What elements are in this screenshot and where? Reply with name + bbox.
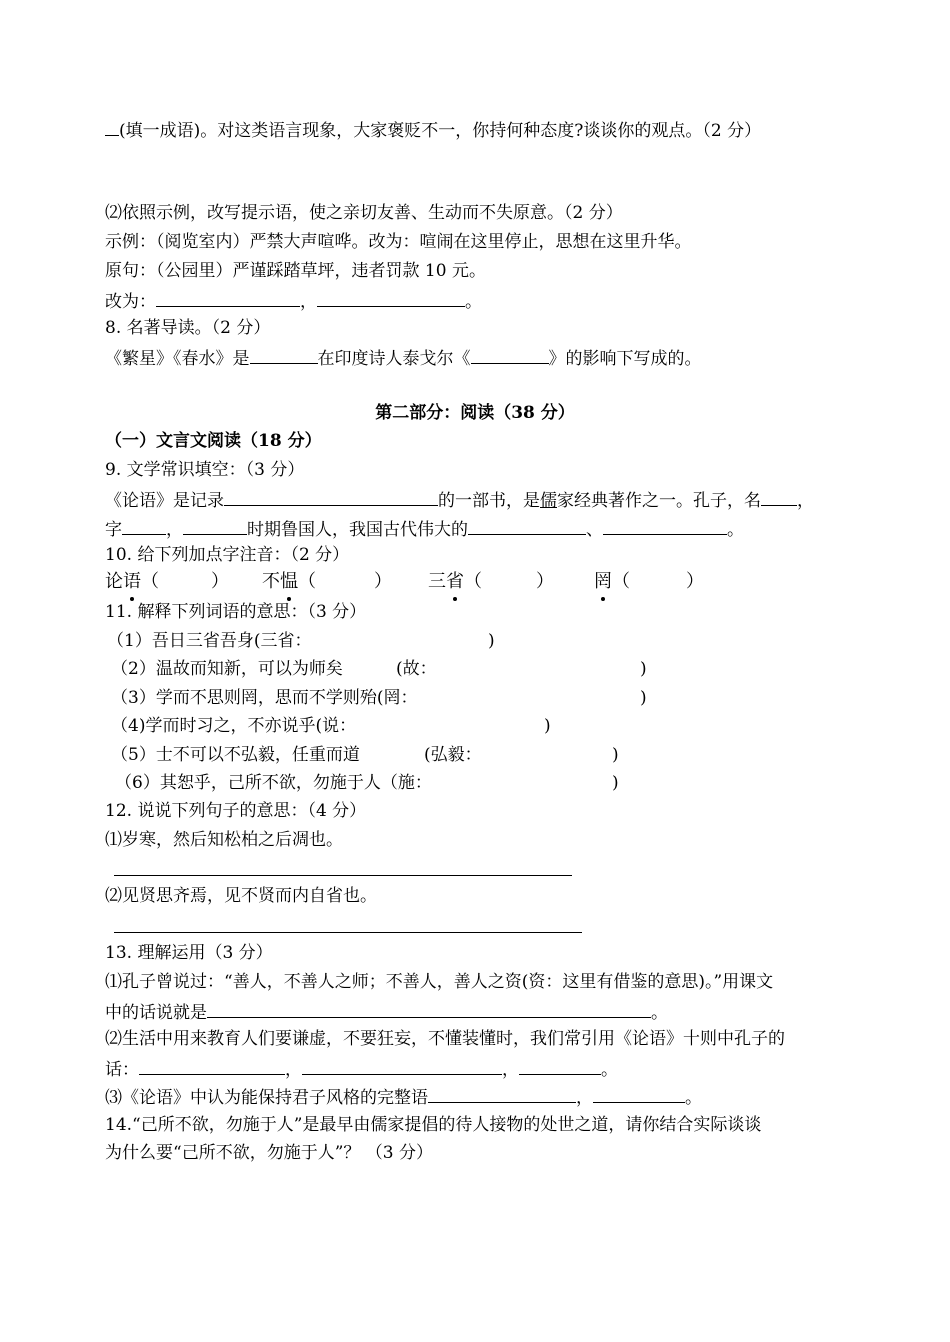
q11-gloss: (故： — [396, 659, 437, 679]
answer-blank[interactable] — [471, 345, 549, 364]
q11-title: 11. 解释下列词语的意思：（3 分） — [105, 602, 367, 622]
q9-title: 9. 文学常识填空：（3 分） — [105, 460, 305, 480]
answer-blank[interactable] — [139, 1056, 285, 1075]
punct: ， — [285, 1060, 302, 1080]
q13-s2b-line — [105, 1056, 618, 1082]
section-heading: 第二部分：阅读（38 分） — [375, 403, 575, 423]
answer-blank[interactable] — [207, 999, 651, 1018]
q7-2-original: 原句：（公园里）严谨踩踏草坪，违者罚款 10 元。 — [105, 261, 486, 281]
q11-text: （1）吾日三省吾身(三省： — [107, 631, 312, 651]
q9-text: 时期鲁国人，我国古代伟大的 — [247, 520, 468, 540]
punct: （ — [298, 571, 316, 592]
punct: （ — [464, 571, 482, 592]
answer-blank[interactable] — [593, 1084, 685, 1103]
q11-close: ) — [612, 745, 619, 765]
punct: ） — [686, 571, 704, 592]
q11-item — [107, 629, 311, 653]
q9-text: 字 — [105, 520, 122, 540]
punct: 。 — [685, 1088, 702, 1108]
q13-text: 话： — [105, 1060, 139, 1080]
q9-underlined-char: 儒 — [540, 491, 557, 511]
rewrite-label: 改为： — [105, 292, 156, 312]
q10-item — [594, 570, 704, 594]
q10-char: 三 — [428, 571, 446, 592]
answer-line[interactable] — [114, 875, 572, 876]
q13-s1b-line — [105, 999, 668, 1025]
q13-text: ⑶《论语》中认为能保持君子风格的完整语 — [105, 1088, 428, 1108]
q14-line2: 为什么要“己所不欲，勿施于人”？ （3 分） — [105, 1143, 434, 1163]
punct: 、 — [586, 520, 603, 540]
q9-line2 — [105, 516, 744, 542]
answer-blank[interactable] — [156, 288, 300, 307]
q9-text: 《论语》是记录 — [105, 491, 224, 511]
q13-s3-line — [105, 1084, 702, 1110]
punct: ） — [374, 571, 392, 592]
answer-line[interactable] — [114, 932, 582, 933]
answer-blank[interactable] — [105, 117, 119, 136]
answer-blank[interactable] — [468, 516, 586, 535]
q11-gloss: (弘毅： — [424, 745, 482, 765]
punct: （ — [141, 571, 159, 592]
q7-2-example: 示例：（阅览室内）严禁大声喧哗。改为：喧闹在这里停止，思想在这里升华。 — [105, 232, 692, 252]
punct: ） — [536, 571, 554, 592]
q8-text: 》的影响下写成的。 — [548, 349, 702, 369]
q13-s2a: ⑵生活中用来教育人们要谦虚，不要狂妄，不懂装懂时，我们常引用《论语》十则中孔子的 — [105, 1029, 785, 1049]
q8-text: 《繁星》《春水》是 — [105, 349, 250, 369]
punct: ， — [502, 1060, 519, 1080]
q10-item — [428, 570, 554, 594]
q12-sentence-1: ⑴岁寒，然后知松柏之后凋也。 — [105, 830, 343, 850]
answer-blank[interactable] — [250, 345, 318, 364]
answer-blank[interactable] — [302, 1056, 502, 1075]
q11-item: （4)学而时习之，不亦说乎(说： — [111, 716, 357, 736]
q11-close: ) — [640, 659, 647, 679]
q7-2-prompt: ⑵依照示例，改写提示语，使之亲切友善、生动而不失原意。（2 分） — [105, 203, 623, 223]
q14-line1: 14.“己所不欲，勿施于人”是最早由儒家提倡的待人接物的处世之道，请你结合实际谈谈 — [105, 1115, 762, 1135]
q10-title: 10. 给下列加点字注音：（2 分） — [105, 545, 350, 565]
answer-blank[interactable] — [428, 1084, 576, 1103]
answer-blank[interactable] — [761, 487, 797, 506]
q11-close: ) — [544, 716, 551, 736]
punct: 。 — [601, 1060, 618, 1080]
q11-item: （5）士不可以不弘毅，任重而道 — [111, 745, 360, 765]
dotted-char: 语 — [123, 571, 141, 592]
q7-tail-text: (填一成语)。对这类语言现象，大家褒贬不一，你持何种态度?谈谈你的观点。（2 分） — [119, 121, 762, 141]
q9-text: 的一部书，是 — [438, 491, 540, 511]
dotted-char: 愠 — [280, 571, 298, 592]
q10-item — [262, 570, 392, 594]
punct: 。 — [727, 520, 744, 540]
answer-blank[interactable] — [317, 288, 465, 307]
answer-blank[interactable] — [603, 516, 727, 535]
dotted-char: 罔 — [594, 571, 612, 592]
q10-item — [105, 570, 229, 594]
answer-blank[interactable] — [519, 1056, 601, 1075]
punct: 。 — [651, 1003, 668, 1023]
q7-2-rewrite-line — [105, 288, 482, 314]
answer-blank[interactable] — [224, 487, 438, 506]
q13-title: 13. 理解运用（3 分） — [105, 943, 273, 963]
punct: ， — [797, 491, 814, 511]
q11-item: （3）学而不思则罔，思而不学则殆(罔： — [111, 688, 418, 708]
q10-char: 不 — [262, 571, 280, 592]
punct: 。 — [465, 292, 482, 312]
q12-title: 12. 说说下列句子的意思：（4 分） — [105, 801, 367, 821]
q11-item: （6）其恕乎，己所不欲，勿施于人（施： — [115, 773, 432, 793]
q11-close: ) — [612, 773, 619, 793]
punct: ） — [211, 571, 229, 592]
q8-line — [105, 345, 702, 371]
punct: ， — [166, 520, 183, 540]
q12-sentence-2: ⑵见贤思齐焉，见不贤而内自省也。 — [105, 886, 377, 906]
answer-blank[interactable] — [122, 516, 166, 535]
q9-text: 家经典著作之一。孔子，名 — [557, 491, 761, 511]
q11-item: （2）温故而知新，可以为师矣 — [111, 659, 343, 679]
q7-tail-line — [105, 117, 761, 143]
dotted-char: 省 — [446, 571, 464, 592]
subsection-heading: （一）文言文阅读（18 分） — [105, 431, 322, 451]
q13-s1a: ⑴孔子曾说过：“善人，不善人之师；不善人，善人之资(资：这里有借鉴的意思)。”用课文 — [105, 972, 774, 992]
q9-line1 — [105, 487, 814, 513]
punct: ， — [576, 1088, 593, 1108]
q8-text: 在印度诗人泰戈尔《 — [317, 349, 471, 369]
punct: （ — [612, 571, 630, 592]
answer-blank[interactable] — [183, 516, 247, 535]
q11-close: ) — [488, 631, 495, 651]
punct: ， — [300, 292, 317, 312]
q8-title: 8. 名著导读。（2 分） — [105, 318, 271, 338]
q10-char: 论 — [105, 571, 123, 592]
q13-text: 中的话说就是 — [105, 1003, 207, 1023]
q11-close: ) — [640, 688, 647, 708]
